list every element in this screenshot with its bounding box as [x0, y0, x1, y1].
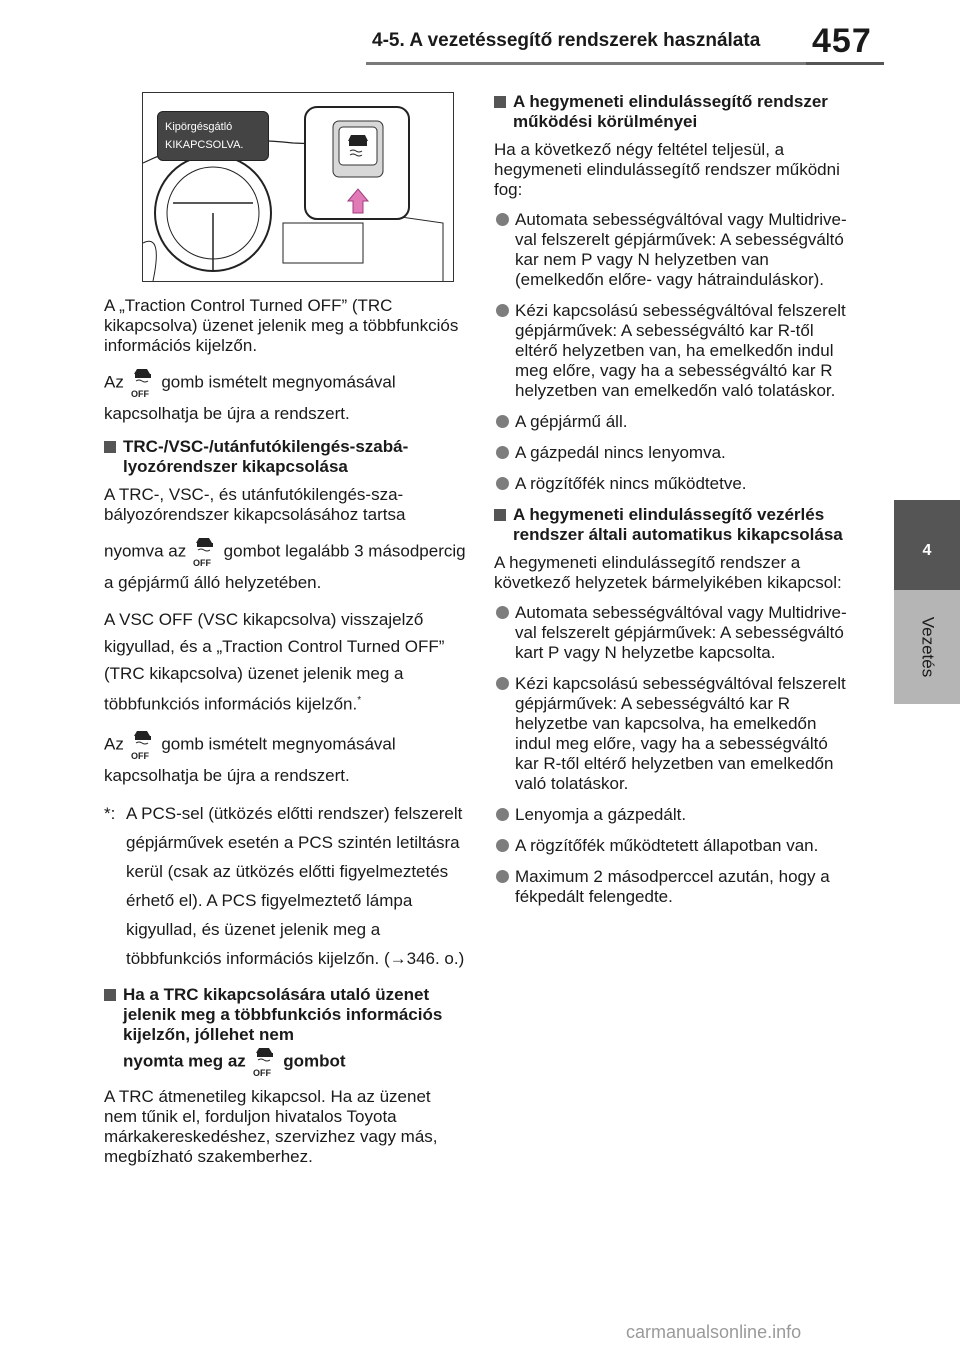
bullet-icon	[496, 304, 509, 317]
paragraph: A TRC átmenetileg kikapcsol. Ha az üzenet nem tűnik el, forduljon hivatalos Toyota márkakereskedéshez, szervizhez vagy más, megbízható szakemberhez.	[104, 1086, 438, 1166]
bullet-icon	[496, 677, 509, 690]
list-item: Automata sebességváltóval vagy Multidrive-val felszerelt gépjárművek: A sebességváltó kart P vagy N helyzetbe kapcsolta.	[494, 603, 856, 663]
section-heading: A hegymeneti elindulássegítő rendszer működési körülményei	[494, 92, 856, 132]
paragraph: A TRC-, VSC-, és utánfutókilengés-szabályozórendszer kikapcsolásához tartsa	[104, 485, 406, 524]
list-item: Maximum 2 másodperccel azután, hogy a fékpedált felengedte.	[494, 867, 856, 907]
list-item: Automata sebességváltóval vagy Multidrive-val felszerelt gépjárművek: A sebességváltó kar nem P vagy N helyzetben van (emelkedőn előre- vagy hátrainduláskor).	[494, 210, 856, 290]
heading-square-icon	[104, 989, 116, 1001]
page-number: 457	[812, 22, 872, 60]
vsc-off-button-icon	[129, 728, 157, 762]
bullet-icon	[496, 213, 509, 226]
section-heading: Ha a TRC kikapcsolására utaló üzenet jelenik meg a többfunkciós információs kijelzőn, jóllehet nem nyomta meg az OFF gombot	[104, 985, 466, 1079]
heading-square-icon	[104, 441, 116, 453]
chapter-label: Vezetés	[918, 616, 937, 678]
watermark: carmanualsonline.info	[626, 1322, 802, 1342]
left-column	[104, 92, 466, 1177]
bullet-icon	[496, 446, 509, 459]
list-item: Kézi kapcsolású sebességváltóval felszerelt gépjárművek: A sebességváltó kar R helyzetbe van kapcsolva, ha emelkedőn indul meg előre, vagy ha a sebességváltó kar R-től eltérő helyzetben van emelkedőn való tolatáskor.	[494, 674, 856, 794]
paragraph: Az OFF gomb ismételt megnyomásával kapcsolhatja be újra a rendszert.	[104, 728, 466, 789]
bullet-icon	[496, 870, 509, 883]
chapter-label-tab[interactable]	[894, 590, 960, 704]
list-item: Kézi kapcsolású sebességváltóval felszerelt gépjárművek: A sebességváltó kar R-től eltérő helyzetben van, ha emelkedőn indul meg előre, vagy ha a sebességváltó kar R helyzetben van emelkedőn való tolatáskor.	[494, 301, 856, 401]
display-message-line1: Kipörgésgátló	[165, 121, 233, 133]
right-column	[494, 92, 856, 918]
chapter-tab[interactable]	[894, 500, 960, 590]
dashboard-illustration	[142, 92, 454, 282]
bullet-icon	[496, 477, 509, 490]
bullet-icon	[496, 606, 509, 619]
list-item: Lenyomja a gázpedált.	[494, 805, 856, 825]
list-item: A rögzítőfék nincs működtetve.	[494, 474, 856, 494]
display-message-line2: KIKAPCSOLVA.	[165, 139, 244, 151]
vsc-off-button-icon	[251, 1045, 279, 1079]
bullet-icon	[496, 839, 509, 852]
heading-square-icon	[494, 96, 506, 108]
section-heading: TRC-/VSC-/utánfutókilengés-szabályozórendszer kikapcsolása	[104, 437, 466, 477]
bullet-icon	[496, 808, 509, 821]
header-rule-accent	[806, 62, 884, 65]
section-heading: A hegymeneti elindulássegítő vezérlés rendszer általi automatikus kikapcsolása	[494, 505, 856, 545]
svg-text:OFF: OFF	[192, 558, 211, 568]
svg-text:OFF: OFF	[130, 389, 149, 399]
footnote: *: A PCS-sel (ütközés előtti rendszer) felszerelt gépjárművek esetén a PCS szintén letiltásra kerül (csak az ütközés előtti figyelmeztetés érhető el). A PCS figyelmeztető lámpa kigyullad, és üzenet jelenik meg a többfunkciós információs kijelzőn. (→346. o.)	[104, 803, 465, 968]
paragraph: A VSC OFF (VSC kikapcsolva) visszajelző kigyullad, és a „Traction Control Turned OFF” (TRC kikapcsolva) üzenet jelenik meg a többfunkciós információs kijelzőn.*	[104, 610, 445, 714]
page-header	[0, 0, 960, 72]
paragraph: Az OFF gomb ismételt megnyomásával kapcsolhatja be újra a rendszert.	[104, 366, 466, 427]
paragraph: Ha a következő négy feltétel teljesül, a hegymeneti elindulássegítő rendszer működni fog:	[494, 140, 840, 199]
bullet-icon	[496, 415, 509, 428]
vsc-off-button-icon	[129, 366, 157, 400]
svg-text:OFF: OFF	[252, 1067, 271, 1078]
section-title: 4-5. A vezetéssegítő rendszerek használata	[372, 30, 761, 51]
list-item: A gépjármű áll.	[494, 412, 856, 432]
vsc-off-button-icon	[191, 535, 219, 569]
paragraph: A „Traction Control Turned OFF” (TRC kikapcsolva) üzenet jelenik meg a többfunkciós információs kijelzőn.	[104, 296, 459, 355]
message-display	[157, 111, 269, 161]
paragraph: A hegymeneti elindulássegítő rendszer a következő helyzetek bármelyikében kikapcsol:	[494, 553, 842, 592]
paragraph: nyomva az OFF gombot legalább 3 másodpercig a gépjármű álló helyzetében.	[104, 535, 466, 596]
list-item: A rögzítőfék működtetett állapotban van.	[494, 836, 856, 856]
heading-square-icon	[494, 509, 506, 521]
chapter-number: 4	[922, 542, 932, 559]
svg-text:OFF: OFF	[130, 750, 149, 761]
list-item: A gázpedál nincs lenyomva.	[494, 443, 856, 463]
